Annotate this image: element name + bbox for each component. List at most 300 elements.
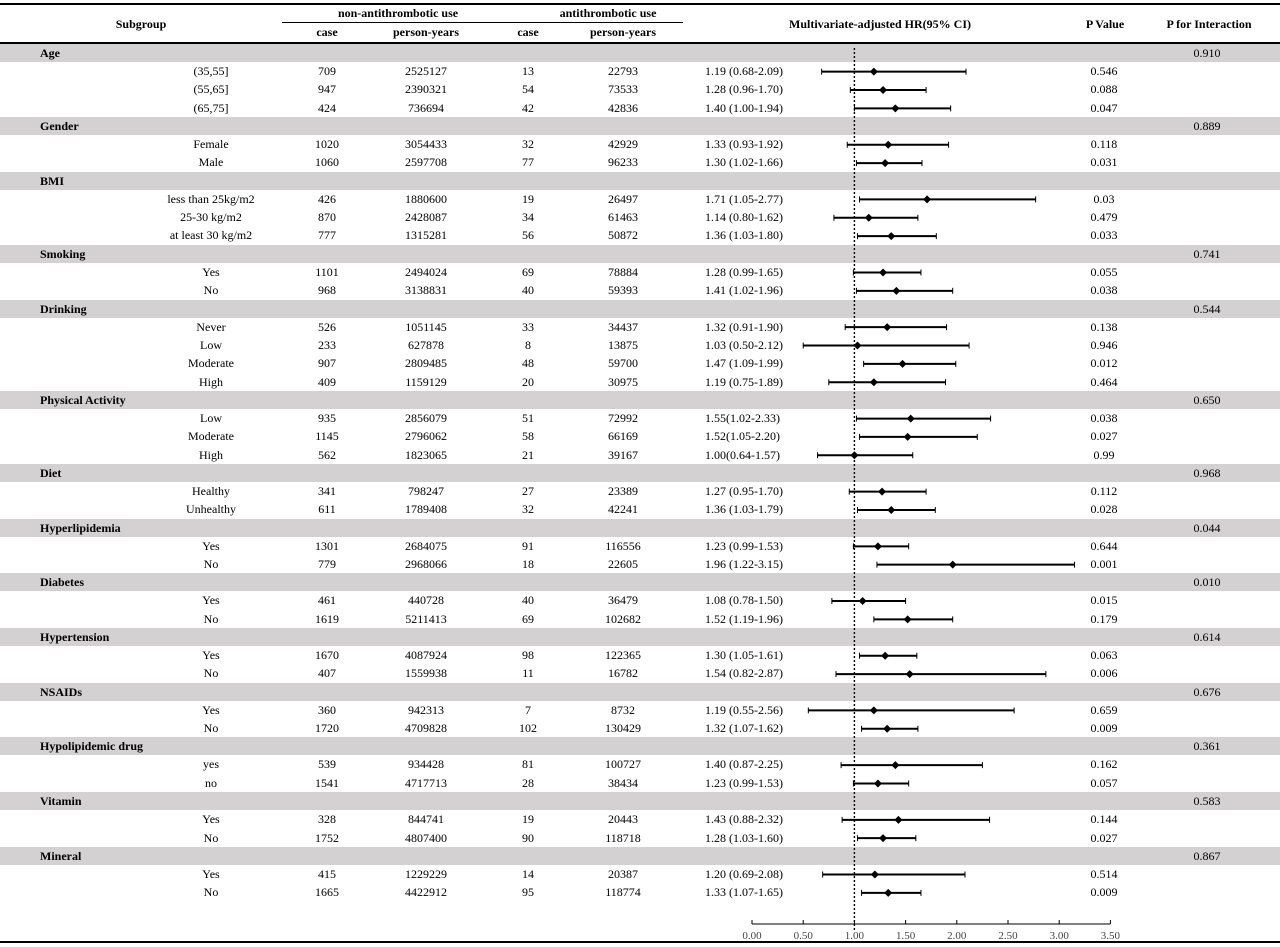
case-use: 77 — [522, 155, 534, 170]
p-value: 0.063 — [1090, 648, 1118, 663]
p-value: 0.479 — [1090, 210, 1118, 225]
group-name: Hypolipidemic drug — [40, 739, 144, 754]
hr-point — [906, 670, 914, 678]
group-name: BMI — [40, 173, 64, 188]
group-name: Diet — [40, 465, 62, 480]
hr-point — [907, 415, 915, 423]
x-tick-label: 0.00 — [742, 930, 762, 942]
person-years-non: 4422912 — [405, 885, 447, 900]
case-non: 1665 — [315, 885, 339, 900]
hr-ci-text: 1.28 (0.99-1.65) — [705, 264, 783, 279]
hr-point — [881, 652, 889, 660]
hr-ci-text: 1.40 (1.00-1.94) — [705, 100, 783, 115]
case-use: 33 — [522, 319, 534, 334]
hr-point — [887, 232, 895, 240]
person-years-use: 26497 — [608, 191, 638, 206]
hr-point — [859, 597, 867, 605]
case-non: 360 — [318, 702, 336, 717]
subgroup-label: Moderate — [188, 429, 234, 444]
case-non: 1752 — [315, 830, 339, 845]
p-interaction: 0.010 — [1193, 575, 1221, 590]
case-use: 58 — [522, 429, 534, 444]
hr-point — [884, 889, 892, 897]
hr-point — [870, 706, 878, 714]
case-use: 81 — [522, 757, 534, 772]
subgroup-label: No — [203, 557, 219, 571]
subgroup-label: yes — [203, 757, 219, 772]
x-tick-label: 0.50 — [793, 930, 813, 942]
subgroup-label: (55,65] — [193, 82, 229, 97]
x-tick-label: 1.50 — [895, 930, 916, 942]
person-years-non: 5211413 — [405, 611, 447, 626]
group-name: Vitamin — [40, 794, 82, 809]
person-years-non: 2796062 — [405, 429, 447, 444]
case-use: 20 — [522, 374, 534, 389]
person-years-use: 118774 — [605, 885, 641, 900]
hr-ci-text: 1.36 (1.03-1.80) — [705, 228, 783, 243]
hr-ci-text: 1.30 (1.05-1.61) — [705, 648, 783, 663]
p-interaction: 0.676 — [1193, 684, 1221, 699]
case-non: 1060 — [315, 155, 339, 170]
hr-point — [891, 761, 899, 769]
case-non: 539 — [318, 757, 336, 772]
p-value: 0.047 — [1090, 100, 1118, 115]
case-use: 91 — [522, 538, 534, 553]
person-years-use: 13875 — [608, 337, 638, 352]
person-years-use: 73533 — [608, 82, 638, 97]
p-interaction: 0.614 — [1193, 630, 1221, 645]
case-use: 18 — [522, 557, 534, 571]
person-years-use: 59393 — [608, 283, 638, 298]
p-value: 0.031 — [1090, 155, 1118, 170]
hr-point — [871, 871, 879, 879]
subgroup-label: No — [203, 611, 219, 626]
subgroup-label: No — [203, 721, 219, 736]
person-years-use: 30975 — [608, 374, 638, 389]
group-name: NSAIDs — [40, 684, 83, 699]
p-value: 0.001 — [1090, 557, 1118, 571]
subgroup-label: No — [203, 666, 219, 681]
hr-point — [949, 561, 957, 569]
person-years-use: 16782 — [608, 666, 638, 681]
hr-point — [904, 433, 912, 441]
case-non: 526 — [318, 319, 336, 334]
person-years-non: 1880600 — [405, 191, 447, 206]
group-name: Age — [40, 46, 60, 60]
case-non: 935 — [318, 410, 336, 425]
hr-ci-text: 1.71 (1.05-2.77) — [705, 191, 783, 206]
person-years-use: 100727 — [605, 757, 641, 772]
hr-ci-text: 1.28 (1.03-1.60) — [705, 830, 783, 845]
p-value: 0.99 — [1093, 447, 1115, 462]
person-years-use: 116556 — [605, 538, 641, 553]
subgroup-label: Yes — [202, 866, 220, 881]
subgroup-label: Yes — [202, 648, 220, 663]
case-use: 11 — [522, 666, 534, 681]
case-non: 328 — [318, 812, 336, 827]
hr-point — [904, 615, 912, 623]
hr-point — [883, 725, 891, 733]
person-years-use: 42241 — [608, 502, 638, 517]
case-use: 32 — [522, 502, 534, 517]
header-py-use: person-years — [590, 25, 656, 39]
hr-point — [923, 195, 931, 203]
subgroup-label: Yes — [202, 538, 220, 553]
person-years-non: 2525127 — [405, 64, 447, 78]
subgroup-label: Low — [200, 410, 222, 425]
case-use: 102 — [519, 721, 537, 736]
p-value: 0.179 — [1090, 611, 1118, 626]
person-years-non: 736694 — [408, 100, 444, 115]
p-value: 0.015 — [1090, 593, 1118, 608]
person-years-non: 1229229 — [405, 866, 447, 881]
hr-point — [887, 506, 895, 514]
case-non: 1670 — [315, 648, 339, 663]
person-years-non: 4717713 — [405, 775, 447, 790]
group-name: Physical Activity — [40, 392, 126, 407]
hr-ci-text: 1.36 (1.03-1.79) — [705, 502, 783, 517]
person-years-non: 2968066 — [405, 557, 447, 571]
hr-ci-text: 1.96 (1.22-3.15) — [705, 557, 783, 571]
case-use: 98 — [522, 648, 534, 663]
header-hr: Multivariate-adjusted HR(95% CI) — [789, 17, 971, 31]
hr-ci-text: 1.32 (0.91-1.90) — [705, 319, 783, 334]
p-value: 0.464 — [1090, 374, 1118, 389]
person-years-non: 2856079 — [405, 410, 447, 425]
p-interaction: 0.650 — [1193, 392, 1221, 407]
header-subgroup: Subgroup — [115, 17, 167, 31]
subgroup-label: No — [203, 885, 219, 900]
hr-point — [865, 214, 873, 222]
person-years-non: 4807400 — [405, 830, 447, 845]
hr-ci-text: 1.41 (1.02-1.96) — [705, 283, 783, 298]
case-non: 233 — [318, 337, 336, 352]
hr-ci-text: 1.20 (0.69-2.08) — [705, 866, 783, 881]
case-use: 7 — [525, 702, 531, 717]
person-years-use: 42836 — [608, 100, 638, 115]
case-non: 777 — [318, 228, 336, 243]
case-use: 56 — [522, 228, 534, 243]
header-p-interaction: P for Interaction — [1166, 17, 1252, 31]
hr-ci-text: 1.00(0.64-1.57) — [705, 447, 780, 462]
p-value: 0.088 — [1090, 82, 1118, 97]
hr-ci-text: 1.23 (0.99-1.53) — [705, 775, 783, 790]
subgroup-label: Yes — [202, 702, 220, 717]
case-non: 562 — [318, 447, 336, 462]
hr-point — [891, 104, 899, 112]
subgroup-label: No — [203, 283, 219, 298]
p-value: 0.144 — [1090, 812, 1118, 827]
subgroup-label: less than 25kg/m2 — [167, 191, 255, 206]
case-non: 426 — [318, 191, 336, 206]
person-years-use: 36479 — [608, 593, 638, 608]
x-tick-label: 3.50 — [1100, 930, 1121, 942]
case-non: 947 — [318, 82, 336, 97]
hr-ci-text: 1.30 (1.02-1.66) — [705, 155, 783, 170]
p-value: 0.038 — [1090, 410, 1118, 425]
person-years-use: 39167 — [608, 447, 638, 462]
p-value: 0.006 — [1090, 666, 1118, 681]
p-interaction: 0.968 — [1193, 465, 1221, 480]
header-case-non: case — [316, 25, 338, 39]
hr-ci-text: 1.19 (0.55-2.56) — [705, 702, 783, 717]
hr-ci-text: 1.33 (1.07-1.65) — [705, 885, 783, 900]
subgroup-label: no — [205, 775, 217, 790]
person-years-non: 4709828 — [405, 721, 447, 736]
p-value: 0.112 — [1090, 483, 1118, 498]
person-years-use: 22605 — [608, 557, 638, 571]
case-non: 424 — [318, 100, 336, 115]
subgroup-label: (65,75] — [193, 100, 229, 115]
group-name: Smoking — [40, 246, 86, 261]
p-value: 0.659 — [1090, 702, 1118, 717]
person-years-non: 942313 — [408, 702, 444, 717]
hr-ci-text: 1.52 (1.19-1.96) — [705, 611, 783, 626]
case-use: 51 — [522, 410, 534, 425]
p-interaction: 0.741 — [1193, 246, 1221, 261]
subgroup-label: Low — [200, 337, 222, 352]
subgroup-label: Female — [193, 137, 229, 152]
person-years-non: 844741 — [408, 812, 444, 827]
case-use: 27 — [522, 483, 534, 498]
subgroup-label: Yes — [202, 593, 220, 608]
p-value: 0.644 — [1090, 538, 1118, 553]
p-value: 0.027 — [1090, 429, 1118, 444]
subgroup-label: (35,55] — [193, 64, 229, 78]
case-use: 69 — [522, 611, 534, 626]
p-value: 0.514 — [1090, 866, 1118, 881]
p-interaction: 0.544 — [1193, 301, 1221, 316]
person-years-use: 22793 — [608, 64, 638, 78]
subgroup-label: No — [203, 830, 219, 845]
bottom-rule — [0, 941, 1280, 943]
person-years-use: 61463 — [608, 210, 638, 225]
case-use: 40 — [522, 283, 534, 298]
person-years-non: 934428 — [408, 757, 444, 772]
header-non-antithrombotic: non-antithrombotic use — [337, 6, 459, 20]
header-antithrombotic: antithrombotic use — [559, 6, 657, 20]
person-years-use: 34437 — [608, 319, 638, 334]
hr-ci-text: 1.47 (1.09-1.99) — [705, 356, 783, 371]
group-name: Gender — [40, 119, 79, 134]
person-years-use: 130429 — [605, 721, 641, 736]
hr-point — [879, 86, 887, 94]
group-name: Hyperlipidemia — [40, 520, 121, 535]
case-use: 28 — [522, 775, 534, 790]
header-case-use: case — [517, 25, 539, 39]
hr-ci-text: 1.43 (0.88-2.32) — [705, 812, 783, 827]
person-years-use: 8732 — [611, 702, 635, 717]
case-use: 48 — [522, 356, 534, 371]
p-value: 0.055 — [1090, 264, 1118, 279]
hr-ci-text: 1.28 (0.96-1.70) — [705, 82, 783, 97]
person-years-non: 2684075 — [405, 538, 447, 553]
x-tick-label: 1.00 — [844, 930, 865, 942]
group-name: Hypertension — [40, 630, 110, 645]
person-years-non: 4087924 — [405, 648, 447, 663]
person-years-use: 72992 — [608, 410, 638, 425]
person-years-use: 118718 — [605, 830, 641, 845]
case-non: 409 — [318, 374, 336, 389]
p-interaction: 0.044 — [1193, 520, 1221, 535]
case-non: 1020 — [315, 137, 339, 152]
person-years-use: 50872 — [608, 228, 638, 243]
p-value: 0.038 — [1090, 283, 1118, 298]
x-tick-label: 3.00 — [1049, 930, 1069, 942]
person-years-non: 1823065 — [405, 447, 447, 462]
subgroup-label: Unhealthy — [186, 502, 236, 517]
hr-ci-text: 1.54 (0.82-2.87) — [705, 666, 783, 681]
p-interaction: 0.867 — [1193, 848, 1221, 863]
person-years-non: 440728 — [408, 593, 444, 608]
x-tick-label: 2.50 — [998, 930, 1018, 942]
subgroup-label: High — [199, 374, 223, 389]
hr-ci-text: 1.40 (0.87-2.25) — [705, 757, 783, 772]
p-value: 0.118 — [1090, 137, 1118, 152]
hr-point — [881, 159, 889, 167]
hr-point — [870, 378, 878, 386]
p-value: 0.027 — [1090, 830, 1118, 845]
p-value: 0.012 — [1090, 356, 1118, 371]
person-years-non: 1315281 — [405, 228, 447, 243]
case-non: 709 — [318, 64, 336, 78]
header-p-value: P Value — [1085, 17, 1125, 31]
p-interaction: 0.889 — [1193, 119, 1221, 134]
case-non: 1619 — [315, 611, 339, 626]
subgroup-label: Moderate — [188, 356, 234, 371]
subgroup-label: at least 30 kg/m2 — [169, 228, 253, 243]
person-years-use: 23389 — [608, 483, 638, 498]
hr-ci-text: 1.33 (0.93-1.92) — [705, 137, 783, 152]
person-years-non: 2494024 — [405, 264, 447, 279]
person-years-non: 1159129 — [405, 374, 447, 389]
case-non: 1101 — [315, 264, 339, 279]
hr-point — [883, 323, 891, 331]
hr-point — [879, 268, 887, 276]
hr-point — [874, 542, 882, 550]
hr-point — [899, 360, 907, 368]
person-years-use: 96233 — [608, 155, 638, 170]
p-value: 0.546 — [1090, 64, 1118, 78]
person-years-use: 122365 — [605, 648, 641, 663]
person-years-non: 2597708 — [405, 155, 447, 170]
case-non: 415 — [318, 866, 336, 881]
case-non: 407 — [318, 666, 336, 681]
case-use: 21 — [522, 447, 534, 462]
case-use: 90 — [522, 830, 534, 845]
person-years-non: 3138831 — [405, 283, 447, 298]
person-years-use: 20387 — [608, 866, 638, 881]
case-non: 461 — [318, 593, 336, 608]
hr-ci-text: 1.32 (1.07-1.62) — [705, 721, 783, 736]
p-value: 0.028 — [1090, 502, 1118, 517]
person-years-non: 798247 — [408, 483, 444, 498]
case-use: 54 — [522, 82, 534, 97]
person-years-non: 2428087 — [405, 210, 447, 225]
hr-point — [884, 141, 892, 149]
case-non: 907 — [318, 356, 336, 371]
subgroup-label: Male — [198, 155, 224, 170]
hr-point — [879, 834, 887, 842]
subgroup-label: 25-30 kg/m2 — [180, 210, 242, 225]
group-name: Drinking — [40, 301, 87, 316]
person-years-use: 78884 — [608, 264, 638, 279]
p-value: 0.009 — [1090, 721, 1118, 736]
person-years-non: 1051145 — [405, 319, 447, 334]
case-non: 779 — [318, 557, 336, 571]
case-use: 19 — [522, 191, 534, 206]
case-non: 968 — [318, 283, 336, 298]
person-years-use: 66169 — [608, 429, 638, 444]
hr-point — [894, 816, 902, 824]
hr-ci-text: 1.23 (0.99-1.53) — [705, 538, 783, 553]
case-non: 1145 — [315, 429, 339, 444]
hr-point — [892, 287, 900, 295]
p-interaction: 0.583 — [1193, 794, 1221, 809]
subgroup-label: Healthy — [192, 483, 230, 498]
hr-point — [874, 779, 882, 787]
person-years-non: 2390321 — [405, 82, 447, 97]
hr-point — [878, 488, 886, 496]
hr-ci-text: 1.08 (0.78-1.50) — [705, 593, 783, 608]
case-use: 14 — [522, 866, 534, 881]
case-non: 611 — [318, 502, 336, 517]
case-use: 13 — [522, 64, 534, 78]
person-years-use: 59700 — [608, 356, 638, 371]
hr-ci-text: 1.19 (0.68-2.09) — [705, 64, 783, 78]
hr-point — [870, 68, 878, 76]
person-years-use: 20443 — [608, 812, 638, 827]
case-use: 40 — [522, 593, 534, 608]
group-name: Diabetes — [40, 575, 84, 590]
p-value: 0.138 — [1090, 319, 1118, 334]
case-use: 19 — [522, 812, 534, 827]
x-tick-label: 2.00 — [947, 930, 967, 942]
case-non: 1541 — [315, 775, 339, 790]
subgroup-label: Yes — [202, 264, 220, 279]
p-value: 0.946 — [1090, 337, 1118, 352]
p-interaction: 0.361 — [1193, 739, 1221, 754]
case-use: 32 — [522, 137, 534, 152]
subgroup-label: Never — [196, 319, 226, 334]
hr-ci-text: 1.19 (0.75-1.89) — [705, 374, 783, 389]
subgroup-label: Yes — [202, 812, 220, 827]
group-name: Mineral — [40, 848, 82, 863]
case-use: 69 — [522, 264, 534, 279]
person-years-non: 1559938 — [405, 666, 447, 681]
hr-ci-text: 1.55(1.02-2.33) — [705, 410, 780, 425]
p-value: 0.057 — [1090, 775, 1118, 790]
case-use: 95 — [522, 885, 534, 900]
subgroup-label: High — [199, 447, 223, 462]
case-use: 42 — [522, 100, 534, 115]
person-years-non: 627878 — [408, 337, 444, 352]
person-years-non: 3054433 — [405, 137, 447, 152]
case-use: 34 — [522, 210, 534, 225]
case-non: 870 — [318, 210, 336, 225]
p-interaction: 0.910 — [1193, 46, 1221, 60]
person-years-use: 42929 — [608, 137, 638, 152]
person-years-non: 1789408 — [405, 502, 447, 517]
case-non: 341 — [318, 483, 336, 498]
hr-ci-text: 1.52(1.05-2.20) — [705, 429, 780, 444]
case-non: 1720 — [315, 721, 339, 736]
header-py-non: person-years — [393, 25, 459, 39]
p-value: 0.162 — [1090, 757, 1118, 772]
person-years-use: 38434 — [608, 775, 638, 790]
hr-ci-text: 1.14 (0.80-1.62) — [705, 210, 783, 225]
case-use: 8 — [525, 337, 531, 352]
